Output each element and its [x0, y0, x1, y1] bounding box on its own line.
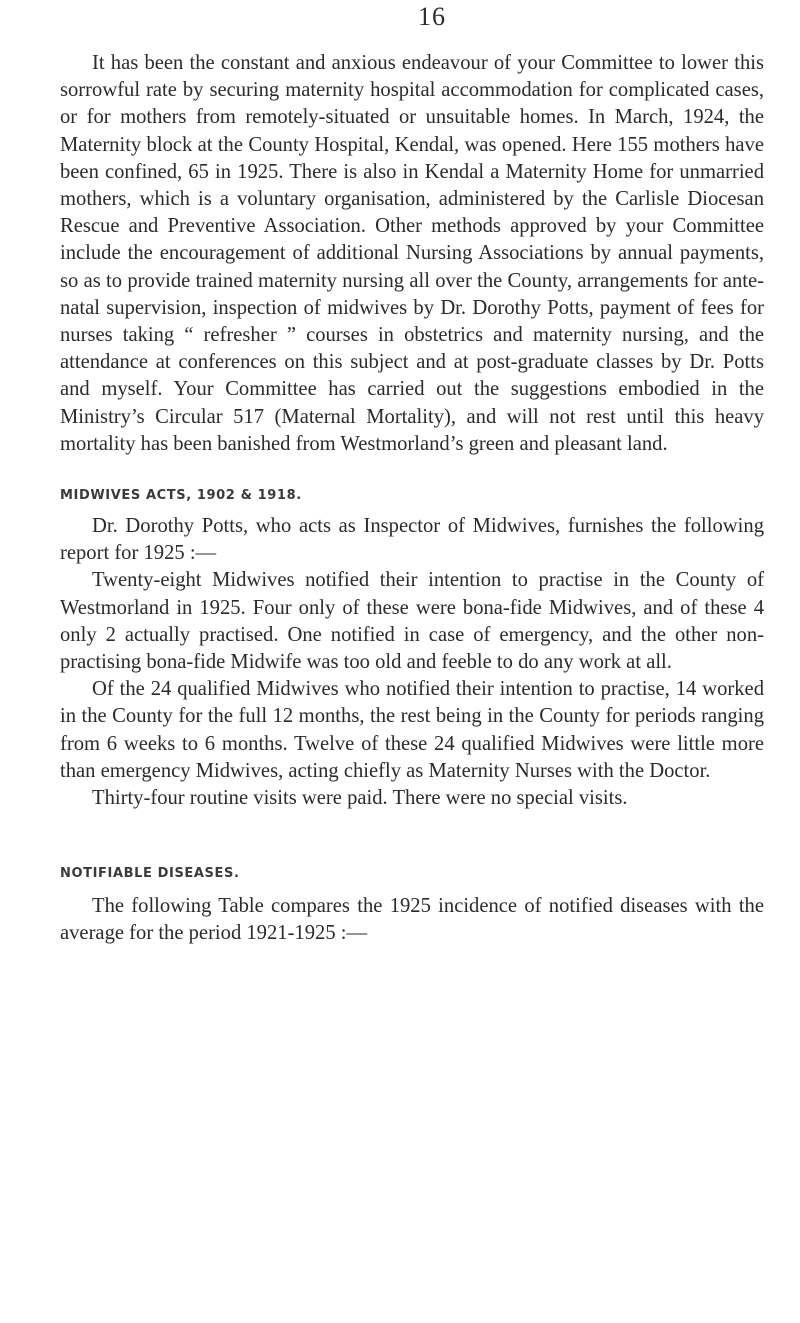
intro-paragraph: It has been the constant and anxious endeavour of your Committee to lower this sorrowful rate by securing maternity hospital accommodation for complicated cases, or for mothers from remotely-situated or unsuitable homes. In March, 1924, the Maternity block at the County Hospital, Kendal, was opened. Here 155 mothers have been confined, 65 in 1925. There is also in Kendal a Maternity Home for unmarried mothers, which is a voluntary organisation, administered by the Carlisle Diocesan Rescue and Preventive Association. Other methods approved by your Committee include the encouragement of additional Nursing Associations by annual payments, so as to provide trained maternity nursing all over the County, arrangements for ante-natal supervision, inspection of midwives by Dr. Dorothy Potts, payment of fees for nurses taking “ refresher ” courses in obstetrics and maternity nursing, and the attendance at conferences on this subject and at post-graduate classes by Dr. Potts and myself. Your Committee has carried out the suggestions embodied in the Ministry’s Circular 517 (Maternal Mortality), and will not rest until this heavy mortality has been banished from Westmorland’s green and pleasant land. — [60, 52, 764, 455]
notifiable-paragraph-1: The following Table compares the 1925 incidence of notified diseases with the average for the period 1921-1925 :— — [60, 895, 764, 945]
notifiable-diseases-heading: NOTIFIABLE DISEASES. — [60, 866, 240, 882]
midwives-acts-heading: MIDWIVES ACTS, 1902 & 1918. — [60, 488, 302, 504]
midwives-paragraph-4: Thirty-four routine visits were paid. There were no special visits. — [92, 787, 628, 810]
midwives-paragraph-1: Dr. Dorothy Potts, who acts as Inspector of Midwives, furnishes the following report for 1925 :— — [60, 515, 764, 565]
document-page — [60, 0, 764, 948]
midwives-paragraph-3: Of the 24 qualified Midwives who notified their intention to practise, 14 worked in the County for the full 12 months, the rest being in the County for periods ranging from 6 weeks to 6 months. Twelve of these 24 qualified Midwives were little more than emergency Midwives, acting chiefly as Maternity Nurses with the Doctor. — [60, 678, 764, 782]
page-number: 16 — [418, 2, 446, 31]
midwives-paragraph-2: Twenty-eight Midwives notified their intention to practise in the County of Westmorland in 1925. Four only of these were bona-fide Midwives, and of these 4 only 2 actually practised. One notified in case of emergency, and the other non-practising bona-fide Midwife was too old and feeble to do any work at all. — [60, 569, 764, 674]
